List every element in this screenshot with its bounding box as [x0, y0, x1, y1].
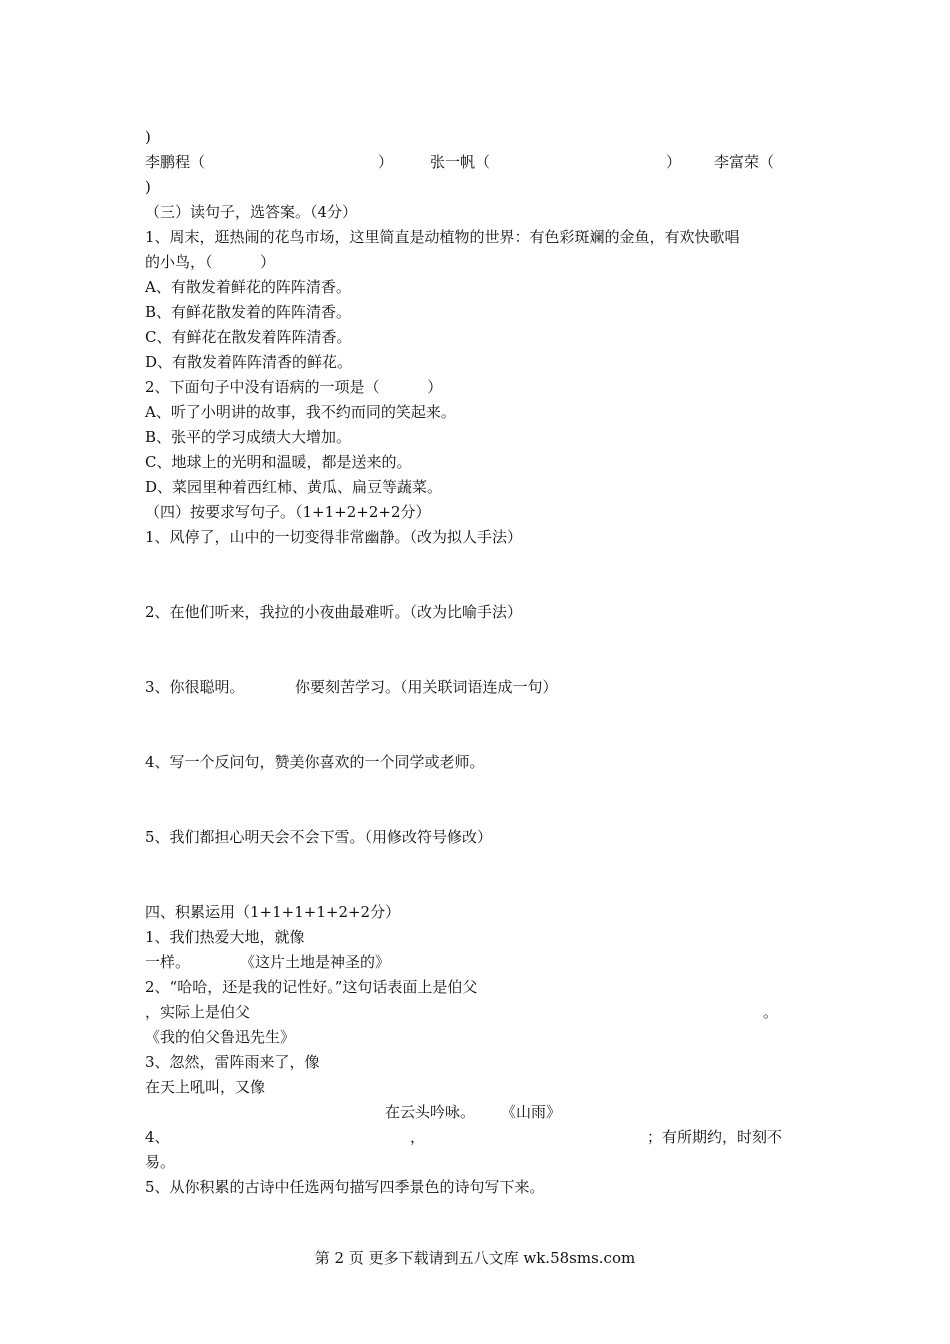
name-li-furong: 李富荣（ — [714, 153, 775, 171]
q2-option-c: C、地球上的光明和温暖，都是送来的。 — [145, 453, 412, 471]
write-task-4: 4、写一个反问句，赞美你喜欢的一个同学或老师。 — [145, 753, 485, 771]
accum-4-a — [145, 1127, 805, 1147]
q1-option-a: A、有散发着鲜花的阵阵清香。 — [145, 278, 351, 296]
accum-3-c-text: 在云头吟咏。 — [385, 1103, 476, 1121]
q1-option-b: B、有鲜花散发着的阵阵清香。 — [145, 303, 352, 321]
accum-2-b-text: ，实际上是伯父 — [145, 1003, 251, 1021]
section-4-title: （四）按要求写句子。（1+1+2+2+2分） — [145, 503, 431, 521]
accum-3-source: 《山雨》 — [501, 1103, 562, 1121]
names-line — [145, 152, 805, 172]
name-zhang-yifan: 张一帆（ — [430, 153, 491, 171]
accum-2-end: 。 — [763, 1003, 779, 1021]
accum-1-b-text: 一样。 — [145, 953, 191, 971]
accum-1-source: 《这片土地是神圣的》 — [240, 953, 391, 971]
name-li-pengcheng-close: ） — [378, 153, 394, 171]
accum-3-c — [145, 1102, 595, 1122]
write-task-3-part-a: 3、你很聪明。 — [145, 678, 245, 696]
accum-2-source: 《我的伯父鲁迅先生》 — [145, 1028, 296, 1046]
accum-1-a: 1、我们热爱大地，就像 — [145, 928, 305, 946]
q2-stem: 2、下面句子中没有语病的一项是（ ） — [145, 378, 443, 396]
accum-1-b — [145, 952, 545, 972]
accum-4-number: 4、 — [145, 1128, 170, 1146]
accum-4-comma: ， — [410, 1128, 426, 1146]
section-3-title: （三）读句子，选答案。（4分） — [145, 203, 358, 221]
q2-option-b: B、张平的学习成绩大大增加。 — [145, 428, 352, 446]
accum-2-a: 2、“哈哈，还是我的记性好。”这句话表面上是伯父 — [145, 978, 478, 996]
q2-option-a: A、听了小明讲的故事，我不约而同的笑起来。 — [145, 403, 456, 421]
q1-stem: 1、周末，逛热闹的花鸟市场，这里简直是动植物的世界：有色彩斑斓的金鱼，有欢快歌唱 — [145, 228, 740, 246]
accum-3-b: 在天上吼叫，又像 — [145, 1078, 266, 1096]
write-task-2: 2、在他们听来，我拉的小夜曲最难听。（改为比喻手法） — [145, 603, 523, 621]
write-task-5: 5、我们都担心明天会不会下雪。（用修改符号修改） — [145, 828, 493, 846]
q1-stem-cont: 的小鸟，（ ） — [145, 253, 276, 271]
name-zhang-yifan-close: ） — [666, 153, 682, 171]
q2-option-d: D、菜园里种着西红柿、黄瓜、扁豆等蔬菜。 — [145, 478, 443, 496]
q1-option-d: D、有散发着阵阵清香的鲜花。 — [145, 353, 353, 371]
name-li-pengcheng: 李鹏程（ — [145, 153, 206, 171]
write-task-1: 1、风停了，山中的一切变得非常幽静。（改为拟人手法） — [145, 528, 523, 546]
accum-3-a: 3、忽然，雷阵雨来了，像 — [145, 1053, 320, 1071]
part-4-title: 四、积累运用（1+1+1+1+2+2分） — [145, 903, 401, 921]
write-task-3-part-b: 你要刻苦学习。（用关联词语连成一句） — [295, 678, 558, 696]
accum-2-b — [145, 1002, 785, 1022]
write-task-3 — [145, 677, 645, 697]
accum-4-tail: ；有所期约，时刻不 — [647, 1128, 783, 1146]
accum-5: 5、从你积累的古诗中任选两句描写四季景色的诗句写下来。 — [145, 1178, 545, 1196]
page-footer: 第 2 页 更多下载请到五八文库 wk.58sms.com — [314, 1249, 636, 1267]
accum-4-b: 易。 — [145, 1153, 176, 1171]
line-closing-paren: ) — [145, 128, 151, 146]
q1-option-c: C、有鲜花在散发着阵阵清香。 — [145, 328, 352, 346]
line-closing-paren-2: ) — [145, 178, 151, 196]
